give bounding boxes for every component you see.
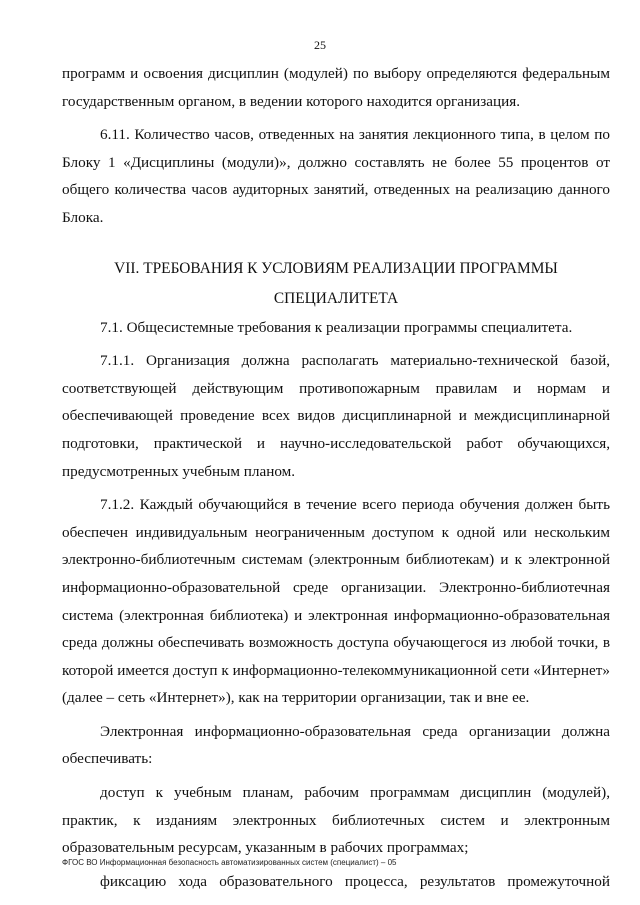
paragraph-eios-intro: Электронная информационно-образовательная среда организации должна обеспечивать: [62,722,610,768]
paragraph-access-list-item: доступ к учебным планам, рабочим программам дисциплин (модулей), практик, к изданиям электронных библиотечных систем и электронным образовательным ресурсам, указанным в рабочих программах; [62,784,610,857]
page-number: 25 [314,38,326,52]
section-heading-line-2: СПЕЦИАЛИТЕТА [273,289,399,307]
paragraph-fixation-list-item: фиксацию хода образовательного процесса, результатов промежуточной [100,872,610,890]
paragraph-continuation: программ и освоения дисциплин (модулей) по выбору определяются федеральным государственным органом, в ведении которого находится организация. [62,65,610,110]
paragraph-6-11: 6.11. Количество часов, отведенных на занятия лекционного типа, в целом по Блоку 1 «Дисциплины (модули)», должно составлять не более 55 процентов от общего количества часов аудиторных занятий, отведенных на реализацию данного Блока. [62,126,610,226]
section-heading-line-1: VII. ТРЕБОВАНИЯ К УСЛОВИЯМ РЕАЛИЗАЦИИ ПРОГРАММЫ [114,259,558,277]
paragraph-7-1: 7.1. Общесистемные требования к реализации программы специалитета. [100,318,573,336]
page-footer: ФГОС ВО Информационная безопасность автоматизированных систем (специалист) – 05 [62,858,397,867]
paragraph-7-1-1: 7.1.1. Организация должна располагать материально-технической базой, соответствующей действующим противопожарным правилам и нормам и обеспечивающей проведение всех видов дисциплинарной и междисциплинарной подготовки, практической и научно-исследовательской работ обучающихся, предусмотренных учебным планом. [62,352,610,480]
paragraph-7-1-2: 7.1.2. Каждый обучающийся в течение всего периода обучения должен быть обеспечен индивидуальным неограниченным доступом к одной или нескольким электронно-библиотечным системам (электронным библиотекам) и к электронной информационно-образовательной среде организации. Электронно-библиотечная система (электронная библиотека) и электронная информационно-образовательная среда должны обеспечивать возможность доступа обучающегося из любой точки, в которой имеется доступ к информационно-телекоммуникационной сети «Интернет» (далее – сеть «Интернет»), как на территории организации, так и вне ее. [62,496,610,707]
document-body [62,60,610,895]
